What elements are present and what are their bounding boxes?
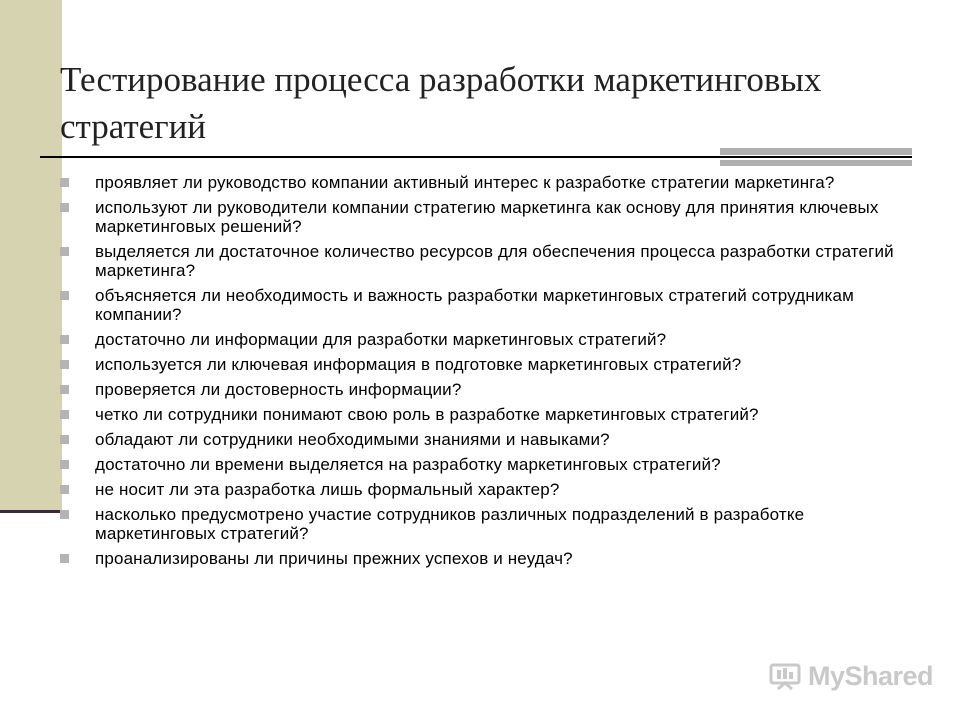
square-bullet-icon [60, 335, 69, 344]
square-bullet-icon [60, 178, 69, 187]
bullet-list [60, 173, 920, 574]
decorative-side-bar [0, 0, 62, 513]
list-item: проанализированы ли причины прежних успехов и неудач? [60, 549, 920, 568]
list-item: проявляет ли руководство компании активный интерес к разработке стратегии маркетинга? [60, 173, 920, 192]
title-rule-accent-top [720, 148, 912, 155]
square-bullet-icon [60, 203, 69, 212]
list-item: четко ли сотрудники понимают свою роль в разработке маркетинговых стратегий? [60, 405, 920, 424]
square-bullet-icon [60, 485, 69, 494]
list-item: насколько предусмотрено участие сотрудников различных подразделений в разработке маркетинговых стратегий? [60, 505, 920, 543]
presentation-board-icon [768, 659, 802, 693]
watermark-text: MyShared [808, 660, 934, 691]
square-bullet-icon [60, 435, 69, 444]
list-item: используют ли руководители компании стратегию маркетинга как основу для принятия ключевых маркетинговых решений? [60, 198, 920, 236]
square-bullet-icon [60, 360, 69, 369]
list-item: обладают ли сотрудники необходимыми знаниями и навыками? [60, 430, 920, 449]
square-bullet-icon [60, 460, 69, 469]
slide-title: Тестирование процесса разработки маркетинговых стратегий [60, 60, 822, 146]
list-item: достаточно ли времени выделяется на разработку маркетинговых стратегий? [60, 455, 920, 474]
square-bullet-icon [60, 554, 69, 563]
side-bar-accent-line [0, 510, 62, 513]
title-rule-accent-bottom [720, 160, 912, 166]
list-item: достаточно ли информации для разработки маркетинговых стратегий? [60, 330, 920, 349]
title-rule [40, 156, 912, 158]
square-bullet-icon [60, 291, 69, 300]
square-bullet-icon [60, 410, 69, 419]
myshared-watermark[interactable] [768, 656, 933, 696]
square-bullet-icon [60, 247, 69, 256]
list-item: выделяется ли достаточное количество ресурсов для обеспечения процесса разработки стратегий маркетинга? [60, 242, 920, 280]
list-item: объясняется ли необходимость и важность разработки маркетинговых стратегий сотрудникам компании? [60, 286, 920, 324]
list-item: используется ли ключевая информация в подготовке маркетинговых стратегий? [60, 355, 920, 374]
list-item: проверяется ли достоверность информации? [60, 380, 920, 399]
square-bullet-icon [60, 510, 69, 519]
square-bullet-icon [60, 385, 69, 394]
list-item: не носит ли эта разработка лишь формальный характер? [60, 480, 920, 499]
